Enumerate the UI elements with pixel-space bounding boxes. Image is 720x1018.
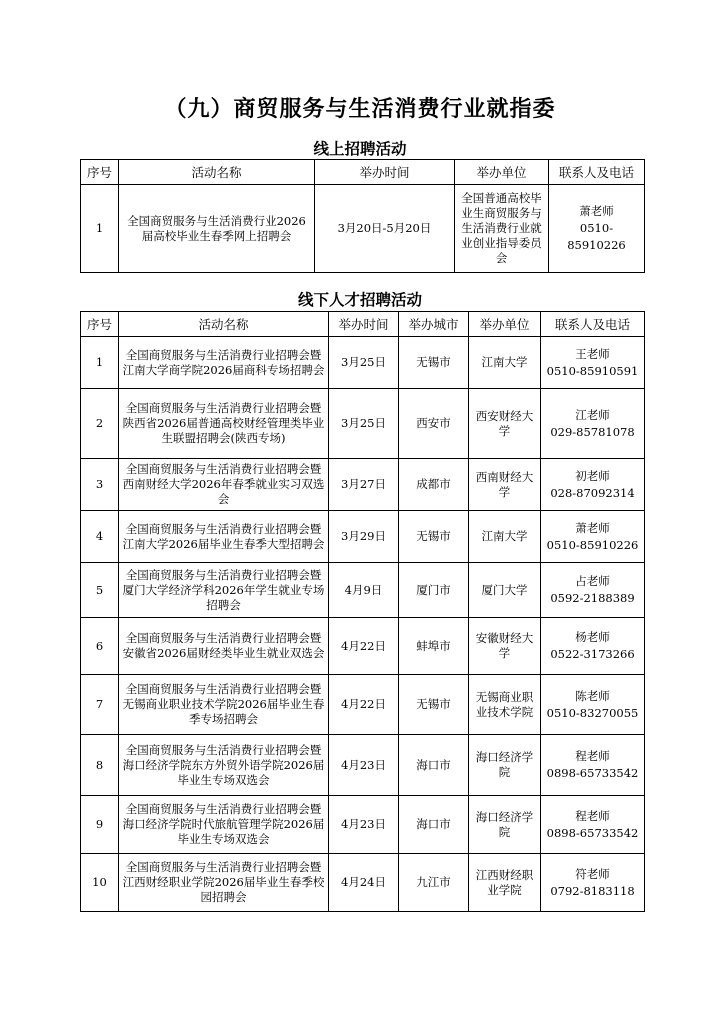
table-row [81, 618, 645, 675]
cell-time: 4月22日 [329, 618, 399, 675]
cell-name: 全国商贸服务与生活消费行业招聘会暨西南财经大学2026年春季就业实习双选会 [119, 459, 329, 511]
contact-name: 萧老师 [575, 520, 610, 535]
cell-name: 全国商贸服务与生活消费行业招聘会暨厦门大学经济学科2026年学生就业专场招聘会 [119, 563, 329, 618]
cell-contact [541, 511, 645, 563]
cell-org: 安徽财经大学 [469, 618, 541, 675]
header-time: 举办时间 [329, 312, 399, 337]
header-city: 举办城市 [399, 312, 469, 337]
cell-name: 全国商贸服务与生活消费行业2026届高校毕业生春季网上招聘会 [119, 185, 315, 273]
table-row [81, 796, 645, 854]
cell-name: 全国商贸服务与生活消费行业招聘会暨陕西省2026届普通高校财经管理类毕业生联盟招聘会(陕西专场) [119, 389, 329, 459]
table-row [81, 675, 645, 735]
contact-name: 程老师 [575, 749, 610, 763]
cell-name: 全国商贸服务与生活消费行业招聘会暨海口经济学院时代旅航管理学院2026届毕业生专场双选会 [119, 796, 329, 854]
cell-time: 3月29日 [329, 511, 399, 563]
cell-no: 8 [81, 735, 119, 796]
cell-org: 江南大学 [469, 337, 541, 389]
table-row [81, 185, 645, 273]
cell-city: 无锡市 [399, 675, 469, 735]
contact-name: 占老师 [575, 574, 610, 588]
cell-name: 全国商贸服务与生活消费行业招聘会暨江南大学商学院2026届商科专场招聘会 [119, 337, 329, 389]
cell-org: 全国普通高校毕业生商贸服务与生活消费行业就业创业指导委员会 [455, 185, 549, 273]
header-time: 举办时间 [315, 160, 455, 185]
cell-no: 10 [81, 854, 119, 912]
cell-name: 全国商贸服务与生活消费行业招聘会暨江西财经职业学院2026届毕业生春季校园招聘会 [119, 854, 329, 912]
cell-name: 全国商贸服务与生活消费行业招聘会暨安徽省2026届财经类毕业生就业双选会 [119, 618, 329, 675]
table-row [81, 735, 645, 796]
cell-time: 3月25日 [329, 337, 399, 389]
cell-no: 4 [81, 511, 119, 563]
cell-city: 西安市 [399, 389, 469, 459]
contact-phone: 0510-85910226 [546, 537, 639, 552]
cell-time: 3月27日 [329, 459, 399, 511]
table-row [81, 563, 645, 618]
cell-contact [541, 459, 645, 511]
contact-phone: 0898-65733542 [546, 766, 639, 780]
cell-no: 7 [81, 675, 119, 735]
cell-time: 4月9日 [329, 563, 399, 618]
table-row [81, 459, 645, 511]
cell-time: 4月24日 [329, 854, 399, 912]
cell-time: 4月23日 [329, 735, 399, 796]
cell-city: 成都市 [399, 459, 469, 511]
contact-name: 王老师 [575, 346, 610, 361]
header-name: 活动名称 [119, 312, 329, 337]
table-header-row [81, 312, 645, 337]
online-recruitment-table [80, 159, 645, 273]
cell-no: 6 [81, 618, 119, 675]
contact-phone: 028-87092314 [550, 485, 635, 500]
table-row [81, 854, 645, 912]
header-org: 举办单位 [469, 312, 541, 337]
table-row [81, 337, 645, 389]
cell-contact [541, 735, 645, 796]
cell-city: 九江市 [399, 854, 469, 912]
header-org: 举办单位 [455, 160, 549, 185]
contact-phone: 0510-83270055 [546, 705, 639, 720]
cell-org: 江西财经职业学院 [469, 854, 541, 912]
cell-no: 2 [81, 389, 119, 459]
cell-no: 1 [81, 185, 119, 273]
cell-time: 3月25日 [329, 389, 399, 459]
header-contact: 联系人及电话 [549, 160, 645, 185]
contact-name: 初老师 [575, 468, 610, 483]
cell-org: 西南财经大学 [469, 459, 541, 511]
cell-name: 全国商贸服务与生活消费行业招聘会暨江南大学2026届毕业生春季大型招聘会 [119, 511, 329, 563]
header-no: 序号 [81, 312, 119, 337]
cell-name: 全国商贸服务与生活消费行业招聘会暨海口经济学院东方外贸外语学院2026届毕业生专场双选会 [119, 735, 329, 796]
cell-time: 4月22日 [329, 675, 399, 735]
online-section-title: 线上招聘活动 [313, 140, 407, 158]
cell-contact [541, 796, 645, 854]
cell-contact [541, 563, 645, 618]
cell-city: 海口市 [399, 735, 469, 796]
table-header-row [81, 160, 645, 185]
cell-org: 江南大学 [469, 511, 541, 563]
contact-name: 江老师 [575, 407, 610, 422]
contact-phone: 0792-8183118 [550, 883, 635, 898]
cell-no: 3 [81, 459, 119, 511]
contact-name: 陈老师 [575, 688, 610, 703]
table-row [81, 389, 645, 459]
header-contact: 联系人及电话 [541, 312, 645, 337]
offline-recruitment-table [80, 311, 645, 912]
cell-contact [541, 618, 645, 675]
cell-city: 厦门市 [399, 563, 469, 618]
cell-contact [541, 337, 645, 389]
contact-phone: 0592-2188389 [550, 591, 635, 605]
header-name: 活动名称 [119, 160, 315, 185]
contact-phone: 0898-65733542 [546, 825, 639, 840]
contact-name: 杨老师 [575, 630, 610, 644]
cell-time: 3月20日-5月20日 [315, 185, 455, 273]
cell-city: 无锡市 [399, 337, 469, 389]
cell-no: 5 [81, 563, 119, 618]
cell-city: 海口市 [399, 796, 469, 854]
cell-org: 无锡商业职业技术学院 [469, 675, 541, 735]
cell-contact [541, 854, 645, 912]
contact-name: 符老师 [575, 866, 610, 881]
cell-contact [549, 185, 645, 273]
cell-no: 9 [81, 796, 119, 854]
cell-no: 1 [81, 337, 119, 389]
cell-contact [541, 675, 645, 735]
contact-name: 程老师 [575, 808, 610, 823]
table-row [81, 511, 645, 563]
cell-time: 4月23日 [329, 796, 399, 854]
offline-section-title: 线下人才招聘活动 [297, 291, 422, 309]
cell-org: 海口经济学院 [469, 735, 541, 796]
contact-phone: 0522-3173266 [550, 647, 635, 661]
cell-name: 全国商贸服务与生活消费行业招聘会暨无锡商业职业技术学院2026届毕业生春季专场招聘会 [119, 675, 329, 735]
page-title: （九）商贸服务与生活消费行业就指委 [164, 97, 556, 122]
cell-org: 西安财经大学 [469, 389, 541, 459]
contact-phone: 029-85781078 [550, 424, 635, 439]
contact-phone: 0510-85910591 [546, 363, 639, 378]
contact-name: 萧老师 [579, 204, 614, 218]
cell-org: 海口经济学院 [469, 796, 541, 854]
cell-org: 厦门大学 [469, 563, 541, 618]
contact-phone: 0510-85910226 [567, 221, 626, 252]
cell-city: 无锡市 [399, 511, 469, 563]
header-no: 序号 [81, 160, 119, 185]
cell-contact [541, 389, 645, 459]
cell-city: 蚌埠市 [399, 618, 469, 675]
